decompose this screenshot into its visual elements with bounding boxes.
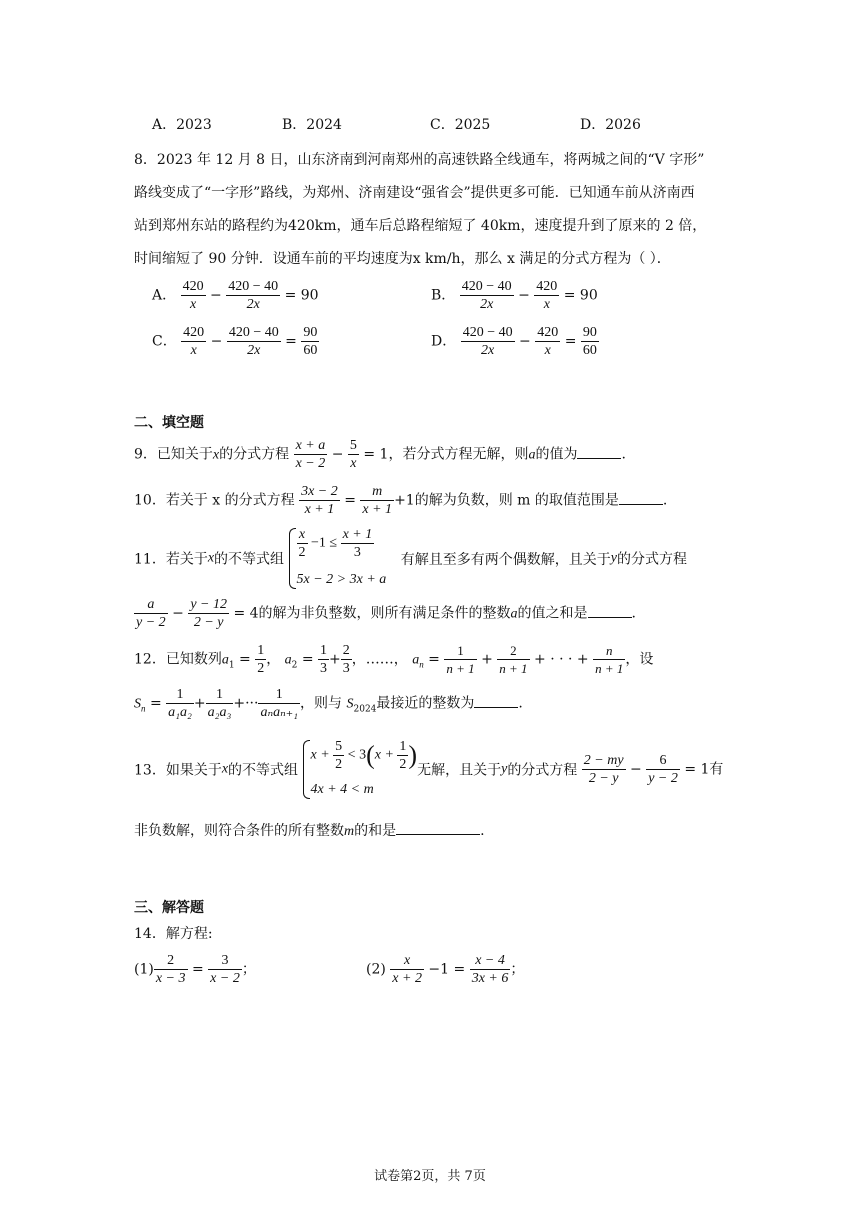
q13-answer-blank xyxy=(396,820,480,835)
q13-line-2: 非负数解，则符合条件的所有整数m的和是 . xyxy=(134,820,485,840)
q12-line-1: 12．已知数列$a_1$ = $\frac{1}{2}$ ， $a_2$ = $\frac{1}{3}$ + $\frac{2}{3}$ ，……， $a_n$ = $\frac{1}{n + 1}$ + $\frac{2}{n + 1}$ + · · · + $\frac{n}{n + 1}$ ，设 xyxy=(134,643,654,676)
section-2-title: 二、填空题 xyxy=(134,415,204,431)
q13-line-1: 13．如果关于x的不等式组 x + $\frac{5}{2}$ < 3(x + $\frac{1}{2}$ ) 4x + 4 < m 无解，且关于y的分式方程 $\frac{2 - my}{2 - y}$ − $\frac{6}{y - 2}$ = 1有 xyxy=(134,738,723,801)
q9-answer-blank xyxy=(577,444,621,459)
page-footer: 试卷第2页，共 7页 xyxy=(374,1169,486,1184)
q8-line-3: 站到郑州东站的路程约为420km，通车后总路程缩短了 40km，速度提升到了原来的 2 倍， xyxy=(134,218,707,234)
q14-title: 14．解方程: xyxy=(134,926,213,942)
q12-answer-blank xyxy=(474,693,518,708)
q8-option-c: C． $\frac{420}{x}$ − $\frac{420 - 40}{2x}$ = $\frac{90}{60}$ xyxy=(152,325,318,358)
q12-line-2: $S_n$ = $\frac{1}{\text{a₁a₂}}$ + $\frac{1}{\text{a₂a₃}}$ +··· $\frac{1}{\text{aₙaₙ₊₁}}$ ，则与 $S_{2024}$最接近的整数为 . xyxy=(134,687,523,720)
q11-line-2: $\frac{a}{y - 2}$ − $\frac{y - 12}{2 - y}$ = 4的解为非负整数，则所有满足条件的整数a的值之和是 . xyxy=(136,597,636,630)
q10: 10．若关于 x 的分式方程 $\frac{3x - 2}{x + 1}$ = $\frac{m}{x + 1}$ +1的解为负数，则 m 的取值范围是 . xyxy=(134,484,668,517)
q8-line-4: 时间缩短了 90 分钟．设通车前的平均速度为x km/h，那么 x 满足的分式方程为（ ）． xyxy=(134,251,671,267)
q10-answer-blank xyxy=(619,490,663,505)
q8-line-2: 路线变成了“一字形”路线，为郑州、济南建设“强省会”提供更多可能．已知通车前从济南西 xyxy=(134,185,695,201)
q11-inequality-system: $\frac{x}{2}$ −1 ≤ $\frac{x + 1}{3}$ 5x − 2 > 3x + a xyxy=(289,526,387,591)
q8-line-1: 8．2023 年 12 月 8 日，山东济南到河南郑州的高速铁路全线通车，将两城之间的“V 字形” xyxy=(134,152,705,168)
q14-part-2: (2) $\frac{x}{x + 2}$ −1 = $\frac{x - 4}{3x + 6}$ ； xyxy=(366,953,525,986)
q11-answer-blank xyxy=(588,603,632,618)
q8-option-a: A． $\frac{420}{x}$ − $\frac{420 - 40}{2x}$ = 90 xyxy=(152,279,319,312)
q7-option-c: C．2025 xyxy=(430,117,491,133)
q7-option-b: B．2024 xyxy=(282,117,342,133)
section-3-title: 三、解答题 xyxy=(134,900,204,916)
q11-line-1: 11．若关于x的不等式组 $\frac{x}{2}$ −1 ≤ $\frac{x + 1}{3}$ 5x − 2 > 3x + a 有解且至多有两个偶数解，且关于y的分式方程 xyxy=(134,526,687,591)
q14-part-1: (1) $\frac{2}{x - 3}$ = $\frac{3}{x - 2}$ ； xyxy=(134,953,256,986)
q8-option-d: D． $\frac{420 - 40}{2x}$ − $\frac{420}{x}$ = $\frac{90}{60}$ xyxy=(431,325,597,358)
q8-option-b: B． $\frac{420 - 40}{2x}$ − $\frac{420}{x}$ = 90 xyxy=(431,279,598,312)
q9: 9．已知关于x的分式方程 $\frac{x + a}{x - 2}$ − $\frac{5}{x}$ = 1，若分式方程无解，则a的值为 . xyxy=(134,438,626,471)
q7-option-d: D．2026 xyxy=(580,117,641,133)
q7-option-a: A．2023 xyxy=(152,117,212,133)
q13-inequality-system: x + $\frac{5}{2}$ < 3(x + $\frac{1}{2}$ ) 4x + 4 < m xyxy=(303,738,418,801)
